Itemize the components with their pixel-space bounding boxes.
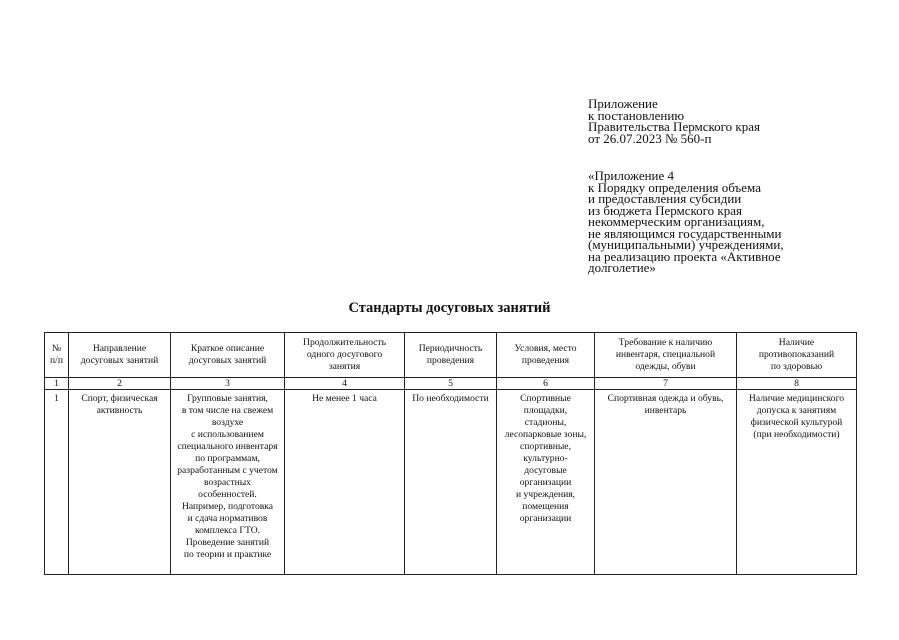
cell-text-line: Групповые занятия, [187, 393, 268, 404]
cell-text-line: воздухе [211, 417, 244, 428]
cell-text-line: Не менее 1 часа [312, 393, 377, 404]
data-cell [171, 390, 285, 575]
column-number-cell: 8 [737, 378, 857, 390]
cell-text-line: по здоровью [770, 361, 823, 372]
column-number-cell: 6 [497, 378, 595, 390]
header-cell [737, 333, 857, 378]
cell-text-line: Требование к наличию [618, 337, 713, 348]
header-cell [595, 333, 737, 378]
data-cell [69, 390, 171, 575]
header-cell [69, 333, 171, 378]
cell-text-line: специального инвентаря [177, 441, 278, 452]
cell-text-line: 1 [54, 393, 59, 404]
table-number-row [45, 378, 857, 390]
cell-text-line: и сдача нормативов [187, 513, 268, 524]
appendix-sub-line: (муниципальными) учреждениями, [588, 237, 784, 252]
cell-text-line: проведения [521, 355, 570, 366]
cell-text-line: Спортивная одежда и обувь, [607, 393, 724, 404]
document-title: Стандарты досуговых занятий [348, 300, 551, 316]
cell-text-line: в том числе на свежем [181, 405, 274, 416]
appendix-sub-line: к Порядку определения объема [588, 179, 761, 195]
cell-text-line: физической культурой [750, 417, 843, 428]
cell-text-line: особенностей. [198, 489, 257, 500]
cell-text-line: культурно- [523, 453, 568, 464]
header-cell [497, 333, 595, 378]
cell-text-line: стадионы, [524, 417, 567, 428]
cell-text-line: (при необходимости) [753, 429, 840, 440]
cell-text-line: противопоказаний [758, 349, 835, 360]
cell-text-line: Например, подготовка [181, 501, 274, 512]
cell-text-line: досуговые [524, 465, 567, 476]
data-cell [595, 390, 737, 575]
table-header-row [45, 333, 857, 378]
cell-text-line: занятия [328, 361, 361, 372]
cell-text-line: одного досугового [306, 349, 383, 360]
cell-text-line: досуговых занятий [80, 355, 159, 366]
data-cell [405, 390, 497, 575]
cell-text-line: организации [519, 477, 572, 488]
appendix-sub-line: не являющимся государственными [588, 225, 782, 241]
cell-text-line: площадки, [523, 405, 568, 416]
cell-text-line: Условия, место [514, 343, 577, 354]
cell-text-line: досуговых занятий [188, 355, 267, 366]
cell-text-line: инвентарь [644, 405, 687, 416]
appendix-block [588, 98, 838, 274]
cell-text-line: инвентаря, специальной [615, 349, 716, 360]
column-number-cell: 1 [45, 378, 69, 390]
cell-text-line: лесопарковые зоны, [504, 429, 587, 440]
cell-text-line: по теории и практике [183, 549, 272, 560]
appendix-line: Правительства Пермского края [588, 119, 760, 134]
appendix-line: к постановлению [588, 107, 685, 123]
cell-text-line: Периодичность [418, 343, 483, 354]
cell-text-line: одежды, обуви [635, 361, 696, 372]
appendix-sub-line: и предоставления субсидии [588, 191, 742, 206]
data-cell [497, 390, 595, 575]
appendix-header [588, 98, 838, 144]
column-number-cell: 7 [595, 378, 737, 390]
table-row [45, 390, 857, 575]
column-number-cell: 5 [405, 378, 497, 390]
standards-table [44, 332, 857, 575]
cell-text-line: Спортивные [520, 393, 571, 404]
data-cell [285, 390, 405, 575]
cell-text-line: по программам, [195, 453, 260, 464]
appendix-sub-line: «Приложение 4 [588, 168, 675, 183]
cell-text-line: Наличие [778, 337, 815, 348]
cell-text-line: допуска к занятиям [756, 405, 837, 416]
cell-text-line: помещения [522, 501, 569, 512]
appendix-line: Приложение [588, 96, 658, 111]
data-cell [737, 390, 857, 575]
header-cell [45, 333, 69, 378]
column-number-cell: 2 [69, 378, 171, 390]
cell-text-line: Наличие медицинского [748, 393, 845, 404]
appendix-subheader [588, 170, 838, 274]
header-cell [285, 333, 405, 378]
cell-text-line: с использованием [191, 429, 264, 440]
cell-text-line: спортивные, [520, 441, 571, 452]
cell-text-line: возрастных [204, 477, 251, 488]
appendix-sub-line: на реализацию проекта «Активное [588, 248, 781, 264]
cell-text-line: Продолжительность [303, 337, 386, 348]
cell-text-line: Спорт, физическая [81, 393, 158, 404]
appendix-sub-line: некоммерческим организациям, [588, 214, 765, 229]
appendix-sub-line: долголетие» [588, 260, 656, 275]
cell-text-line: Краткое описание [190, 343, 265, 354]
appendix-line: от 26.07.2023 № 560-п [588, 130, 712, 146]
header-cell [405, 333, 497, 378]
header-cell [171, 333, 285, 378]
cell-text-line: разработанным с учетом [177, 465, 278, 476]
cell-text-line: активность [96, 405, 143, 416]
cell-text-line: № [51, 343, 62, 354]
cell-text-line: По необходимости [412, 393, 489, 404]
cell-text-line: Проведение занятий [185, 537, 270, 548]
column-number-cell: 3 [171, 378, 285, 390]
column-number-cell: 4 [285, 378, 405, 390]
cell-text-line: п/п [50, 355, 63, 366]
cell-text-line: Направление [92, 343, 147, 354]
cell-text-line: организации [519, 513, 572, 524]
cell-text-line: комплекса ГТО. [194, 525, 261, 536]
appendix-sub-line: из бюджета Пермского края [588, 202, 743, 218]
cell-text-line: проведения [426, 355, 475, 366]
cell-text-line: и учреждения, [515, 489, 576, 500]
data-cell [45, 390, 69, 575]
